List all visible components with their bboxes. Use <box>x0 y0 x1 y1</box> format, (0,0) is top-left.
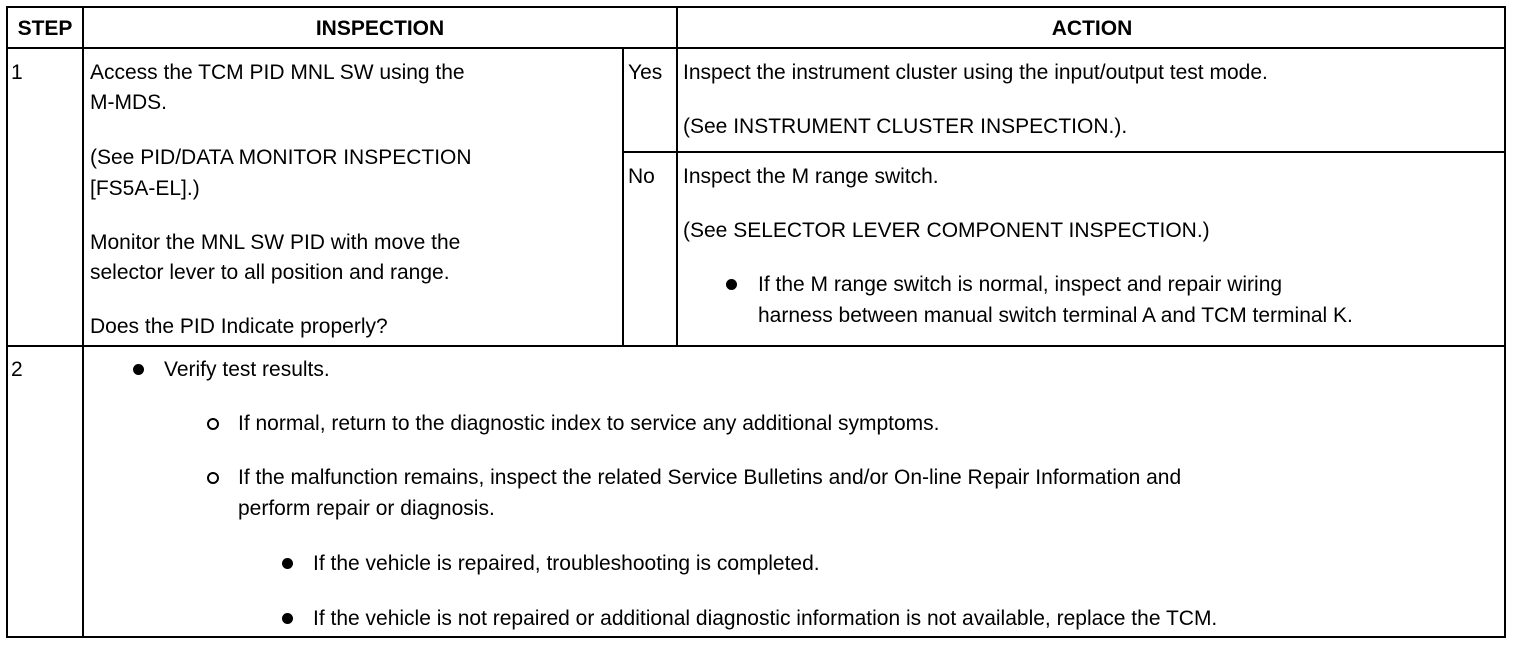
header-inspection: INSPECTION <box>315 17 445 40</box>
no-action-bullet-line: If the M range switch is normal, inspect and repair wiring <box>758 273 1283 296</box>
step-1-inspection-line: [FS5A-EL].) <box>90 177 200 200</box>
header-step: STEP <box>17 17 73 40</box>
step-column-divider <box>82 6 84 638</box>
step-1-number: 1 <box>11 61 23 84</box>
step-2-number: 2 <box>11 358 23 381</box>
no-action-line: Inspect the M range switch. <box>683 165 939 188</box>
step-1-inspection-line: (See PID/DATA MONITOR INSPECTION <box>90 146 472 169</box>
step-1-inspection-question: Does the PID Indicate properly? <box>90 315 388 338</box>
header-action: ACTION <box>1051 17 1133 40</box>
step-2-subsubitem: If the vehicle is repaired, troubleshooting is completed. <box>313 552 820 575</box>
bullet-icon <box>133 364 144 375</box>
yes-no-divider <box>622 151 1506 153</box>
answer-no-label: No <box>628 165 655 188</box>
step-2-subitem: perform repair or diagnosis. <box>238 497 495 520</box>
circle-bullet-icon <box>207 418 219 430</box>
header-divider <box>6 47 1506 49</box>
bullet-icon <box>726 279 737 290</box>
answer-column-divider <box>676 48 678 346</box>
bullet-icon <box>282 613 293 624</box>
no-action-reference: (See SELECTOR LEVER COMPONENT INSPECTION.) <box>683 219 1210 242</box>
step-2-subsubitem: If the vehicle is not repaired or additional diagnostic information is not available, replace the TCM. <box>313 607 1218 630</box>
bullet-icon <box>282 558 293 569</box>
no-action-bullet-line: harness between manual switch terminal A and TCM terminal K. <box>758 304 1353 327</box>
step-2-item: Verify test results. <box>164 358 330 381</box>
yes-action-reference: (See INSTRUMENT CLUSTER INSPECTION.). <box>683 115 1128 138</box>
step-1-inspection-line: Monitor the MNL SW PID with move the <box>90 231 461 254</box>
step-2-subitem: If the malfunction remains, inspect the related Service Bulletins and/or On-line Repair Information and <box>238 466 1182 489</box>
step-1-inspection-line: M-MDS. <box>90 91 167 114</box>
step-2-subitem: If normal, return to the diagnostic index to service any additional symptoms. <box>238 412 940 435</box>
yes-action-line: Inspect the instrument cluster using the input/output test mode. <box>683 61 1268 84</box>
circle-bullet-icon <box>207 472 219 484</box>
answer-yes-label: Yes <box>628 61 663 84</box>
step-divider <box>6 345 1506 347</box>
step-1-inspection-line: selector lever to all position and range. <box>90 261 450 284</box>
step-1-inspection-line: Access the TCM PID MNL SW using the <box>90 61 465 84</box>
inspection-column-divider <box>622 48 624 346</box>
